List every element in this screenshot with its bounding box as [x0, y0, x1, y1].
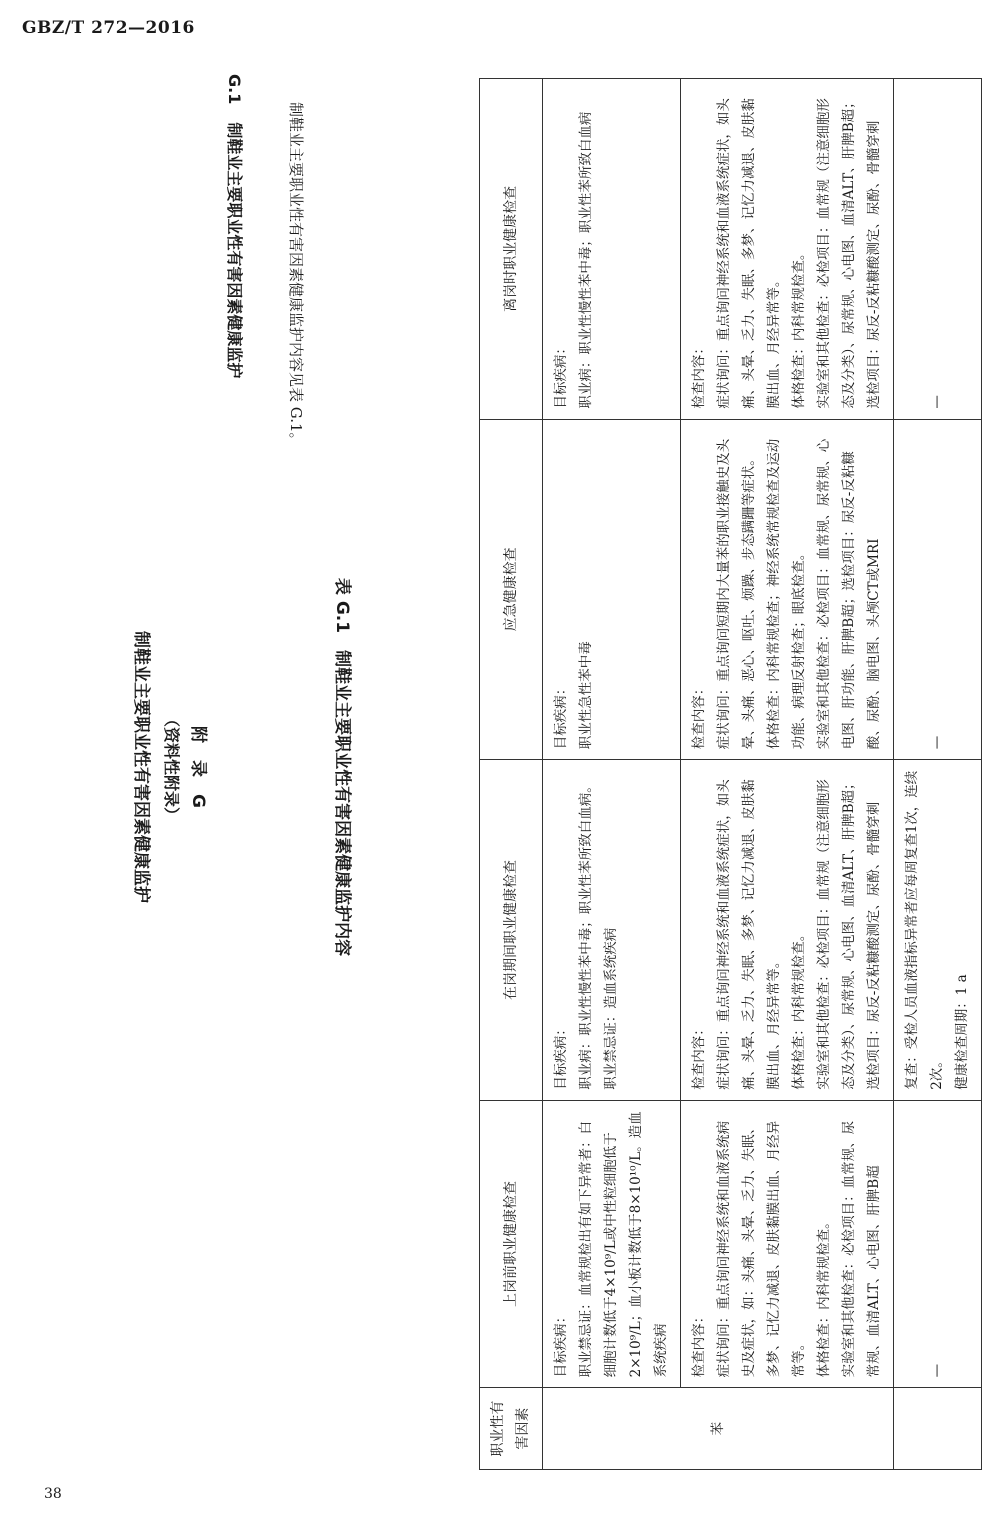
cell-period-preemployment: — — [894, 1100, 982, 1388]
section-body: 制鞋业主要职业性有害因素健康监护内容见表 G.1。 — [287, 102, 305, 448]
cell-target-emergency: 目标疾病： 职业性急性苯中毒 — [543, 419, 681, 760]
cell-period-departure: — — [894, 79, 982, 420]
appendix-name: 制鞋业主要职业性有害因素健康监护 — [131, 631, 151, 903]
cell-exam-emergency: 检查内容： 症状询问：重点询问短期内大量苯的职业接触史及头晕、头痛、恶心、呕吐、烦躁、步态蹒跚等症状。 体格检查：内科常规检查；神经系统常规检查及运动功能、病理反射检查；眼底检查。 实验室和其他检查：必检项目：血常规、尿常规、心电图、肝功能、肝脾B超；选检项目：尿反-反粘糠酸、尿酚、脑电图、头颅CT或MRI — [681, 419, 894, 760]
cell-exam-departure: 检查内容： 症状询问：重点询问神经系统和血液系统症状，如头痛、头晕、乏力、失眠、多梦、记忆力减退、皮肤黏膜出血、月经异常等。 体格检查：内科常规检查。 实验室和其他检查：必检项目：血常规（注意细胞形态及分类）、尿常规、心电图、血清ALT、肝脾B超；选检项目：尿反-反粘糠酸测定、尿酚、骨髓穿刺 — [681, 79, 894, 420]
table-header-row — [480, 79, 543, 1470]
header-departure: 离岗时职业健康检查 — [480, 79, 543, 420]
cell-exam-preemployment: 检查内容： 症状询问：重点询问神经系统和血液系统病史及症状，如：头痛、头晕、乏力、失眠、多梦、记忆力减退、皮肤黏膜出血、月经异常等。 体格检查：内科常规检查。 实验室和其他检查：必检项目：血常规、尿常规、血清ALT、心电图、肝脾B超 — [681, 1100, 894, 1388]
cell-exam-onduty: 检查内容： 症状询问：重点询问神经系统和血液系统症状，如头痛、头晕、乏力、失眠、多梦、记忆力减退、皮肤黏膜出血、月经异常等。 体格检查：内科常规检查。 实验室和其他检查：必检项目：血常规（注意细胞形态及分类）、尿常规、心电图、血清ALT、肝脾B超；选检项目：尿反-反粘糠酸测定、尿酚、骨髓穿刺 — [681, 760, 894, 1101]
header-preemployment: 上岗前职业健康检查 — [480, 1100, 543, 1388]
page-number: 38 — [44, 1486, 62, 1502]
appendix-subtitle: （资料性附录） — [162, 710, 181, 823]
table-row — [543, 79, 681, 1470]
table-row — [894, 79, 982, 1470]
cell-target-onduty: 目标疾病： 职业病：职业性慢性苯中毒；职业性苯所致白血病。 职业禁忌证：造血系统疾病 — [543, 760, 681, 1101]
cell-period-emergency: — — [894, 419, 982, 760]
landscape-content — [82, 62, 1002, 1472]
cell-target-preemployment: 目标疾病： 职业禁忌证：血常规检出有如下异常者：白细胞计数低于4×10⁹/L或中性粒细胞低于2×10⁹/L；血小板计数低于8×10¹⁰/L。造血系统疾病 — [543, 1100, 681, 1388]
factor-cell: 苯 — [543, 1388, 894, 1470]
table-row — [681, 79, 894, 1470]
section-number: G.1 — [225, 74, 244, 105]
header-emergency: 应急健康检查 — [480, 419, 543, 760]
header-factor: 职业性有害因素 — [480, 1388, 543, 1470]
factor-cell-empty — [894, 1388, 982, 1470]
health-surveillance-table — [479, 78, 982, 1470]
table-wrap — [362, 62, 1002, 1472]
section-title: 制鞋业主要职业性有害因素健康监护 — [225, 122, 244, 379]
cell-target-departure: 目标疾病： 职业病：职业性慢性苯中毒；职业性苯所致白血病 — [543, 79, 681, 420]
cell-period-onduty: 复查：受检人员血液指标异常者应每周复查1次，连续2次。 健康检查周期：1 a — [894, 760, 982, 1101]
standard-code: GBZ/T 272—2016 — [22, 18, 195, 38]
table-caption: 表 G.1 制鞋业主要职业性有害因素健康监护内容 — [332, 577, 352, 957]
appendix-title: 附 录 G — [188, 726, 208, 808]
section-heading — [224, 74, 247, 378]
header-onduty: 在岗期间职业健康检查 — [480, 760, 543, 1101]
